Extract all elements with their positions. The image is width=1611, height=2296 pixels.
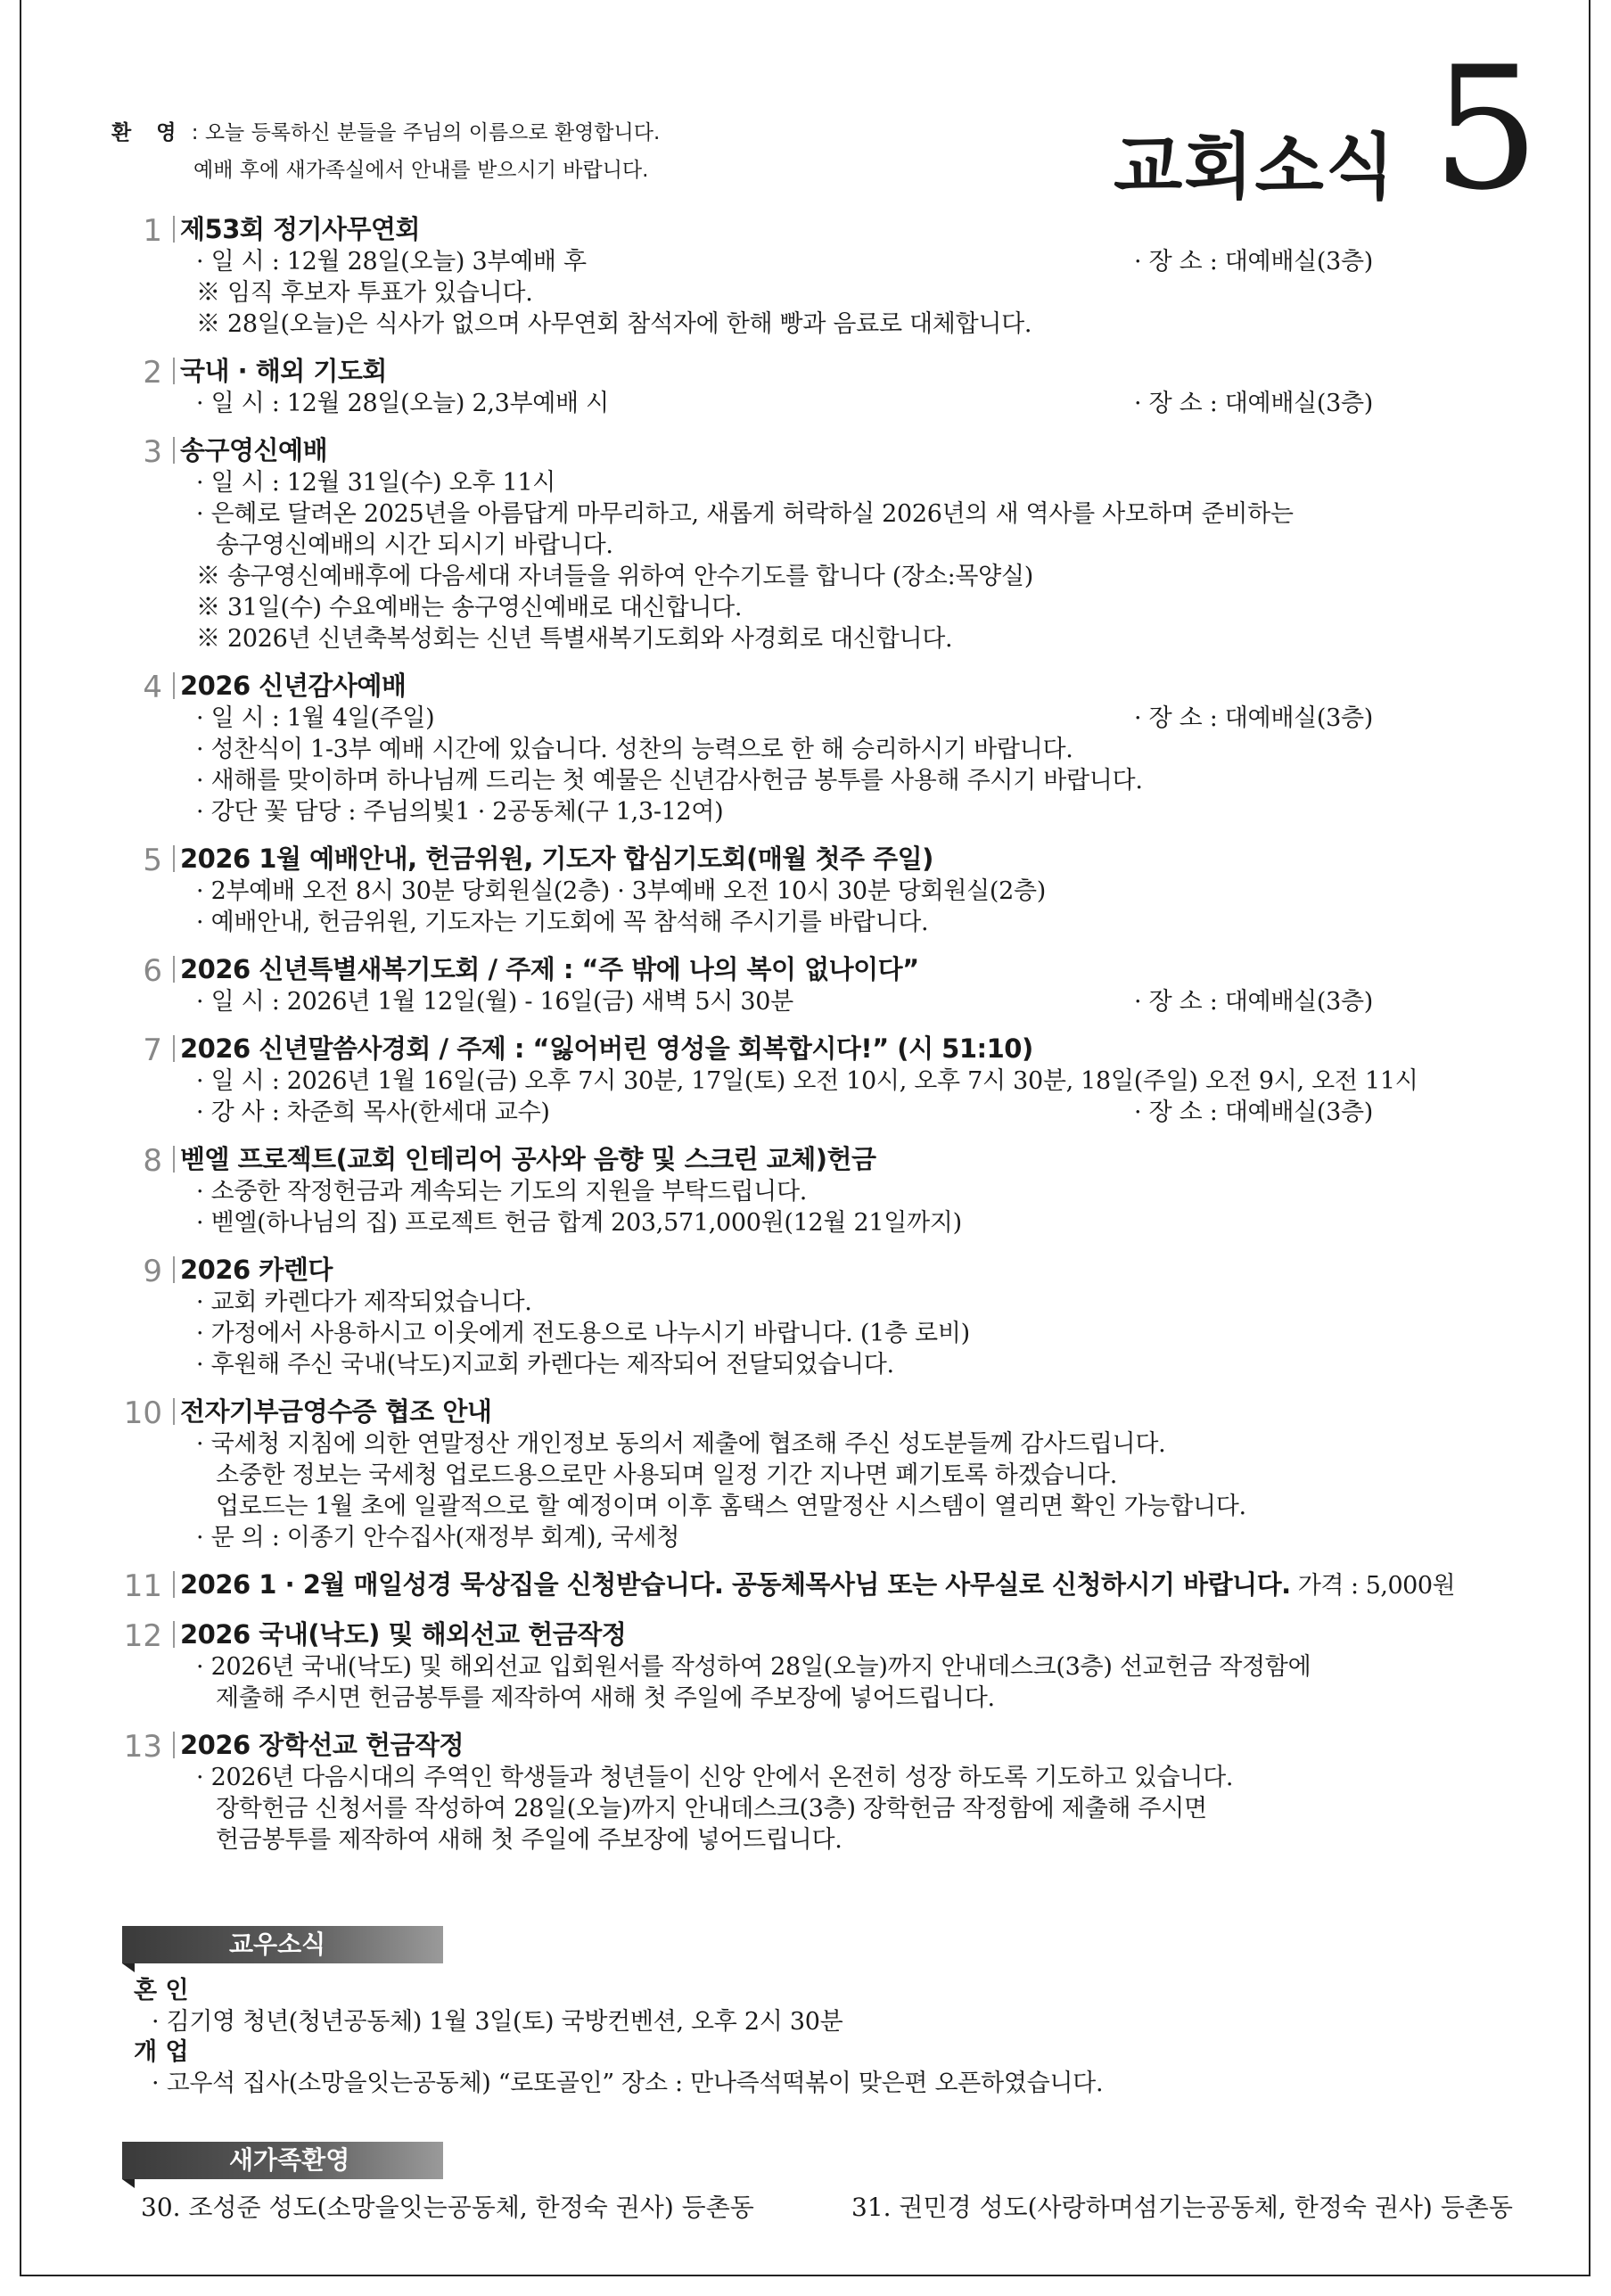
item-line: [180, 765, 1533, 796]
item-line-text: ※ 31일(수) 수요예배는 송구영신예배로 대신합니다.: [196, 594, 743, 621]
item-title-text: 2026 신년특별새복기도회 / 주제 : “주 밖에 나의 복이 없나이다”: [180, 954, 919, 984]
item-line-text: ※ 28일(오늘)은 식사가 없으며 사무연회 참석자에 한해 빵과 음료로 대체합니다.: [196, 310, 1032, 338]
item-line-text: · 새해를 맞이하며 하나님께 드리는 첫 예물은 신년감사헌금 봉투를 사용해 주시기 바랍니다.: [196, 767, 1143, 794]
item-title-text: 전자기부금영수증 협조 안내: [180, 1396, 492, 1427]
item-line-text: · 일 시 : 2026년 1월 12일(월) - 16일(금) 새벽 5시 30분: [196, 988, 793, 1016]
item-line: [180, 1176, 1533, 1207]
item-line: [180, 1097, 1533, 1128]
item-number: 12: [107, 1619, 162, 1653]
item-line-text: ※ 송구영신예배후에 다음세대 자녀들을 위하여 안수기도를 합니다 (장소:목양실): [196, 563, 1033, 590]
item-line: [180, 703, 1533, 734]
item-line-text: · 2부예배 오전 8시 30분 당회원실(2층) · 3부예배 오전 10시 30분 당회원실(2층): [196, 877, 1047, 905]
news-item: [107, 669, 1533, 827]
item-line: [180, 1349, 1533, 1380]
news-item: [107, 433, 1533, 654]
item-title: [180, 842, 1533, 876]
welcome-line-2: 예배 후에 새가족실에서 안내를 받으시기 바랍니다.: [193, 159, 649, 182]
news-item: [107, 1142, 1533, 1239]
item-number: 13: [107, 1730, 162, 1764]
item-line-text: · 벧엘(하나님의 집) 프로젝트 헌금 합계 203,571,000원(12월 21일까지): [196, 1209, 962, 1237]
welcome-notice: 환 영 : 오늘 등록하신 분들을 주님의 이름으로 환영합니다. 예배 후에 새가족실에서 안내를 받으시기 바랍니다.: [111, 114, 660, 189]
item-line: [180, 1207, 1533, 1239]
item-line-text: · 성찬식이 1-3부 예배 시간에 있습니다. 성찬의 능력으로 한 해 승리하시기 바랍니다.: [196, 736, 1073, 763]
item-line-text: 소중한 정보는 국세청 업로드용으로만 사용되며 일정 기간 지나면 폐기토록 하겠습니다.: [216, 1461, 1117, 1489]
item-line: [180, 1491, 1533, 1522]
item-line: [180, 1428, 1533, 1460]
item-title-text: 국내 · 해외 기도회: [180, 356, 387, 386]
item-line-text: · 소중한 작정헌금과 계속되는 기도의 지원을 부탁드립니다.: [196, 1178, 808, 1206]
item-line: [180, 907, 1533, 938]
item-number: 6: [107, 954, 162, 988]
item-title-text: 2026 카렌다: [180, 1255, 333, 1285]
news-item: [107, 1395, 1533, 1553]
item-line-text: ※ 2026년 신년축복성회는 신년 특별새복기도회와 사경회로 대신합니다.: [196, 625, 953, 653]
item-title-text: 2026 국내(낙도) 및 해외선교 헌금작정: [180, 1619, 627, 1650]
item-number: 10: [107, 1396, 162, 1430]
item-title: [180, 1395, 1533, 1428]
news-items: [107, 212, 1533, 1870]
item-line-text: · 일 시 : 12월 28일(오늘) 2,3부예배 시: [196, 390, 609, 417]
news-item: [107, 952, 1533, 1017]
item-title: [180, 1142, 1533, 1176]
item-line: [180, 561, 1533, 592]
welcome-label: 환 영: [111, 121, 185, 144]
item-number: 9: [107, 1255, 162, 1288]
item-line: [180, 796, 1533, 827]
item-line: [180, 876, 1533, 907]
item-title: [180, 1032, 1533, 1066]
item-title-text: 2026 1월 예배안내, 헌금위원, 기도자 합심기도회(매월 첫주 주일): [180, 844, 933, 874]
section-title: 교회소식: [1113, 126, 1397, 209]
item-title: [180, 354, 1533, 388]
item-line-text: · 일 시 : 2026년 1월 16일(금) 오후 7시 30분, 17일(토) 오전 10시, 오후 7시 30분, 18일(주일) 오전 9시, 오전 11시: [196, 1067, 1418, 1095]
news-item: [107, 1617, 1533, 1714]
item-line-text: · 예배안내, 헌금위원, 기도자는 기도회에 꼭 참석해 주시기를 바랍니다.: [196, 909, 929, 936]
item-line-text: 장학헌금 신청서를 작성하여 28일(오늘)까지 안내데스크(3층) 장학헌금 작정함에 제출해 주시면: [216, 1795, 1207, 1823]
wedding-label: 혼 인: [134, 1977, 189, 2004]
item-title: [180, 669, 1533, 703]
item-line: [180, 498, 1533, 530]
item-line: [180, 592, 1533, 623]
item-line-text: · 가정에서 사용하시고 이웃에게 전도용으로 나누시기 바랍니다. (1층 로비): [196, 1320, 970, 1347]
newcomers-list: [141, 2192, 1513, 2224]
item-number: 5: [107, 844, 162, 877]
item-line-text: · 교회 카렌다가 제작되었습니다.: [196, 1288, 532, 1316]
news-item: [107, 1032, 1533, 1128]
item-title-text: 2026 장학선교 헌금작정: [180, 1730, 464, 1760]
item-line-text: · 은혜로 달려온 2025년을 아름답게 마무리하고, 새롭게 허락하실 2026년의 새 역사를 사모하며 준비하는: [196, 500, 1294, 528]
item-line: [180, 309, 1533, 340]
item-title: [180, 433, 1533, 467]
item-number: 11: [107, 1569, 162, 1603]
item-line-text: ※ 임직 후보자 투표가 있습니다.: [196, 279, 533, 307]
item-title: [180, 1617, 1533, 1651]
item-line: [180, 1683, 1533, 1714]
item-number: 2: [107, 356, 162, 390]
item-title-text: 송구영신예배: [180, 435, 328, 465]
item-line: [180, 734, 1533, 765]
item-number: 8: [107, 1144, 162, 1178]
item-line-text: · 일 시 : 1월 4일(주일): [196, 704, 435, 732]
item-location: · 장 소 : 대예배실(3층): [1134, 704, 1374, 732]
newcomers-tag: 새가족환영: [122, 2142, 443, 2179]
item-line-text: · 문 의 : 이종기 안수집사(재정부 회계), 국세청: [196, 1524, 680, 1551]
item-line-text: 송구영신예배의 시간 되시기 바랍니다.: [216, 531, 613, 559]
item-line: [180, 1651, 1533, 1683]
item-number: 4: [107, 671, 162, 704]
item-line: [180, 623, 1533, 654]
news-item: [107, 1253, 1533, 1380]
item-line: [180, 1824, 1533, 1856]
masthead: [1113, 30, 1540, 227]
welcome-line-1: 오늘 등록하신 분들을 주님의 이름으로 환영합니다.: [204, 121, 661, 144]
item-line: [180, 246, 1533, 277]
item-line-text: · 강 사 : 차준희 목사(한세대 교수): [196, 1099, 550, 1126]
item-title-text: 2026 신년말씀사경회 / 주제 : “잃어버린 영성을 회복합시다!” (시 51:10): [180, 1033, 1033, 1064]
item-number: 7: [107, 1033, 162, 1067]
wedding-text: · 김기영 청년(청년공동체) 1월 3일(토) 국방컨벤션, 오후 2시 30분: [152, 2008, 843, 2036]
newcomer-entry: 30. 조성준 성도(소망을잇는공동체, 한정숙 권사) 등촌동: [141, 2193, 754, 2222]
item-number: 1: [107, 214, 162, 248]
item-line-text: · 국세청 지침에 의한 연말정산 개인정보 동의서 제출에 협조해 주신 성도분들께 감사드립니다.: [196, 1430, 1166, 1458]
news-item: [107, 212, 1533, 340]
item-title: [180, 952, 1533, 986]
item-title: [180, 212, 1533, 246]
item-title: [180, 1253, 1533, 1287]
item-line: [180, 277, 1533, 309]
opening-label: 개 업: [134, 2038, 189, 2066]
item-location: · 장 소 : 대예배실(3층): [1134, 988, 1374, 1016]
item-title: [180, 1728, 1533, 1762]
item-line-text: 업로드는 1월 초에 일괄적으로 할 예정이며 이후 홈택스 연말정산 시스템이 열리면 확인 가능합니다.: [216, 1493, 1246, 1520]
item-line-text: · 일 시 : 12월 28일(오늘) 3부예배 후: [196, 248, 587, 276]
item-title: [180, 1568, 1533, 1603]
item-line: [180, 388, 1533, 419]
item-line: [180, 1793, 1533, 1824]
item-line: [180, 1460, 1533, 1491]
item-location: · 장 소 : 대예배실(3층): [1134, 1099, 1374, 1126]
item-number: 3: [107, 435, 162, 469]
newcomer-entry: 31. 권민경 성도(사랑하며섬기는공동체, 한정숙 권사) 등촌동: [851, 2193, 1513, 2222]
item-title-text: 제53회 정기사무연회: [180, 214, 421, 244]
item-line-text: · 2026년 국내(낙도) 및 해외선교 입회원서를 작성하여 28일(오늘)까지 안내데스크(3층) 선교헌금 작정함에: [196, 1653, 1311, 1681]
opening-text: · 고우석 집사(소망을잇는공동체) “로또골인” 장소 : 만나즉석떡볶이 맞은편 오픈하였습니다.: [152, 2070, 1104, 2097]
news-item: [107, 1568, 1533, 1603]
item-location: · 장 소 : 대예배실(3층): [1134, 390, 1374, 417]
item-title-text: 벧엘 프로젝트(교회 인테리어 공사와 음향 및 스크린 교체)헌금: [180, 1144, 876, 1174]
item-price: 가격 : 5,000원: [1290, 1572, 1456, 1600]
item-location: · 장 소 : 대예배실(3층): [1134, 248, 1374, 276]
item-line-text: 헌금봉투를 제작하여 새해 첫 주일에 주보장에 넣어드립니다.: [216, 1826, 842, 1854]
page-number: 5: [1432, 30, 1540, 227]
item-line: [180, 1066, 1533, 1097]
item-line-text: · 일 시 : 12월 31일(수) 오후 11시: [196, 469, 556, 497]
item-line: [180, 986, 1533, 1017]
item-line: [180, 1287, 1533, 1318]
item-title-text: 2026 1 · 2월 매일성경 묵상집을 신청받습니다. 공동체목사님 또는 사무실로 신청하시기 바랍니다.: [180, 1569, 1291, 1600]
item-line: [180, 530, 1533, 561]
item-line-text: · 2026년 다음시대의 주역인 학생들과 청년들이 신앙 안에서 온전히 성장 하도록 기도하고 있습니다.: [196, 1764, 1234, 1791]
news-item: [107, 842, 1533, 938]
item-line-text: · 후원해 주신 국내(낙도)지교회 카렌다는 제작되어 전달되었습니다.: [196, 1351, 894, 1378]
item-line: [180, 1522, 1533, 1553]
news-item: [107, 354, 1533, 419]
members-news-tag: 교우소식: [122, 1926, 443, 1963]
item-line: [180, 467, 1533, 498]
members-news: [134, 1976, 1471, 2099]
item-line-text: · 강단 꽃 담당 : 주님의빛1 · 2공동체(구 1,3-12여): [196, 798, 724, 826]
item-line: [180, 1762, 1533, 1793]
news-item: [107, 1728, 1533, 1856]
item-line: [180, 1318, 1533, 1349]
item-line-text: 제출해 주시면 헌금봉투를 제작하여 새해 첫 주일에 주보장에 넣어드립니다.: [216, 1684, 995, 1712]
item-title-text: 2026 신년감사예배: [180, 671, 407, 701]
